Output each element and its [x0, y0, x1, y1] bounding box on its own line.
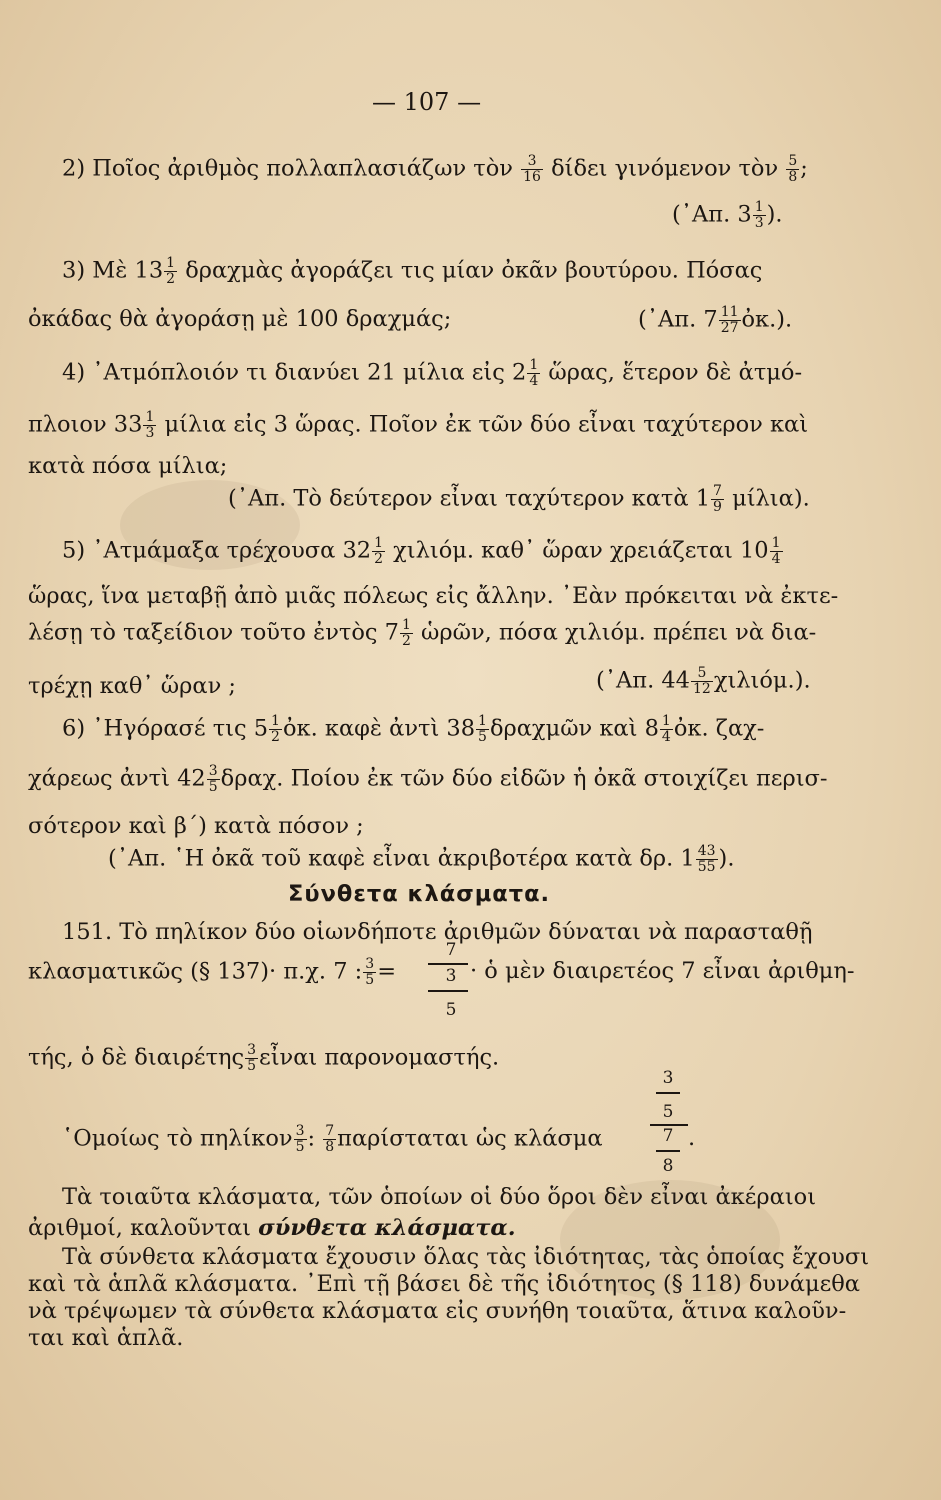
text-run: δραχμῶν καὶ 8: [489, 715, 659, 742]
fraction-numerator: 1: [166, 255, 176, 271]
fraction: [372, 536, 385, 567]
fraction-denominator: 5: [478, 729, 487, 745]
fraction-denominator: 3: [145, 425, 155, 441]
paragraph-3-line-1: Τὰ τοιαῦτα κλάσματα, τῶν ὁποίων οἱ δύο ὅροι δὲν εἶναι ἀκέραιοι: [62, 1184, 817, 1210]
fraction: [245, 1043, 258, 1074]
fraction: [660, 714, 673, 745]
fraction-denominator: 9: [713, 499, 722, 515]
text-run: (᾿Απ. 44: [596, 667, 690, 694]
fraction-denominator: 16: [523, 169, 541, 185]
paragraph-151-line-2-end: · ὁ μὲν διαιρετέος 7 εἶναι ἀριθμη-: [470, 958, 855, 984]
fraction-numerator: 3: [295, 1123, 305, 1139]
paragraph-4-line-1: Τὰ σύνθετα κλάσματα ἔχουσιν ὅλας τὰς ἰδιότητας, τὰς ὁποίας ἔχουσι: [62, 1244, 870, 1270]
compound-fraction-2-period: .: [688, 1125, 696, 1151]
paragraph-4-line-4: ται καὶ ἁπλᾶ.: [28, 1325, 184, 1351]
fraction: [294, 1124, 307, 1155]
fraction-denominator: 8: [788, 169, 798, 185]
text-run: ἀριθμοί, καλοῦνται: [28, 1215, 251, 1241]
paragraph-151-line-2: [28, 957, 396, 988]
fraction-denominator: 2: [401, 633, 411, 649]
fraction-numerator: 1: [271, 713, 280, 729]
text-run: ὀκ. ζαχ-: [673, 715, 765, 742]
text-run: 4) ᾿Ατμόπλοιόν τι διανύει 21 μίλια εἰς 2: [62, 359, 527, 386]
exercise-5-line-4: τρέχῃ καθ᾿ ὥραν ;: [28, 673, 236, 699]
text-run: (᾿Απ. Τὸ δεύτερον εἶναι ταχύτερον κατὰ 1: [228, 485, 711, 512]
exercise-6-line-2: [28, 764, 827, 795]
compound-fraction-2-bar-bottom: [656, 1150, 680, 1152]
text-run: δραχμὰς ἀγοράζει τις μίαν ὀκᾶν βουτύρου. Πόσας: [185, 257, 763, 284]
text-run: παρίσταται ὡς κλάσμα: [337, 1125, 603, 1152]
fraction-denominator: 5: [365, 972, 375, 988]
fraction-numerator: 1: [478, 713, 487, 729]
text-run: Τὸ πηλίκον δύο οἱωνδήποτε ἀριθμῶν δύναται νὰ παρασταθῇ: [119, 919, 813, 945]
exercise-6-answer: [108, 844, 734, 875]
fraction-denominator: 4: [661, 729, 671, 745]
text-run: δίδει γινόμενον τὸν: [551, 155, 779, 182]
fraction: [770, 536, 783, 567]
compound-fraction-inner-bar: [428, 990, 468, 992]
text-run: εἶναι παρονομαστής.: [259, 1044, 500, 1071]
fraction: [711, 484, 724, 515]
fraction: [269, 714, 282, 745]
text-run: (᾿Απ. 7: [638, 306, 718, 333]
fraction: [143, 410, 156, 441]
text-run: δραχ. Ποίου ἐκ τῶν δύο εἰδῶν ἡ ὀκᾶ στοιχίζει περισ-: [220, 765, 828, 792]
text-run: ὥρας, ἕτερον δὲ ἀτμό-: [548, 359, 803, 386]
compound-fraction-2-bar-top: [656, 1092, 680, 1094]
fraction: [719, 305, 741, 336]
fraction: [753, 200, 766, 231]
text-run: μίλια εἰς 3 ὥρας. Ποῖον ἐκ τῶν δύο εἶναι ταχύτερον καὶ: [164, 411, 809, 438]
text-run: ὀκ. καφὲ ἀντὶ 38: [282, 715, 476, 742]
paragraph-similarly: [62, 1124, 603, 1155]
exercise-5-line-1: [62, 536, 784, 567]
text-run: ).: [766, 201, 783, 228]
fraction-numerator: 1: [401, 617, 411, 633]
compound-fraction-2-d2: 8: [662, 1156, 674, 1176]
text-run: 2) Ποῖος ἀριθμὸς πολλαπλασιάζων τὸν: [62, 155, 513, 182]
fraction-numerator: 1: [529, 357, 539, 373]
text-run: λέσῃ τὸ ταξείδιον τοῦτο ἐντὸς 7: [28, 619, 399, 646]
compound-fraction-numerator: 7: [445, 940, 457, 960]
exercise-4-line-3: κατὰ πόσα μίλια;: [28, 453, 228, 479]
exercise-6-line-1: [62, 714, 764, 745]
text-run: μίλια).: [732, 485, 810, 512]
text-run: ).: [718, 845, 735, 872]
fraction: [696, 844, 718, 875]
fraction-denominator: 4: [771, 551, 781, 567]
paragraph-4-line-3: νὰ τρέψωμεν τὰ σύνθετα κλάσματα εἰς συνήθη τοιαῦτα, ἅτινα καλοῦν-: [28, 1298, 847, 1324]
fraction-denominator: 5: [295, 1139, 305, 1155]
exercise-4-line-1: [62, 358, 802, 389]
page-number: — 107 —: [372, 88, 482, 116]
fraction-numerator: 1: [374, 535, 384, 551]
fraction-numerator: 11: [720, 304, 739, 320]
fraction-numerator: 43: [697, 843, 716, 859]
compound-fraction-main-bar: [428, 963, 468, 965]
fraction: [363, 957, 376, 988]
text-run: πλοιον 33: [28, 411, 143, 438]
exercise-3-line-2: [28, 305, 451, 333]
fraction-denominator: 12: [693, 681, 711, 697]
compound-fraction-2-n1: 3: [662, 1068, 674, 1088]
fraction-numerator: 3: [208, 763, 218, 779]
fraction-denominator: 2: [374, 551, 384, 567]
text-run: 151.: [62, 919, 113, 945]
text-run: :: [307, 1125, 316, 1152]
text-run: (᾿Απ. 3: [672, 201, 752, 228]
fraction-numerator: 3: [247, 1042, 257, 1058]
paragraph-3-line-2: [28, 1214, 516, 1242]
compound-fraction-denominator-top: 3: [445, 966, 457, 986]
fraction-denominator: 5: [208, 779, 218, 795]
fraction-denominator: 4: [529, 373, 539, 389]
fraction-numerator: 3: [521, 154, 543, 170]
exercise-5-answer: [596, 666, 811, 697]
text-run: τής, ὁ δὲ διαιρέτης: [28, 1044, 245, 1071]
text-run: χιλιόμ.).: [713, 667, 811, 694]
fraction-denominator: 27: [720, 320, 739, 336]
fraction: [164, 256, 177, 287]
exercise-2-answer: [672, 200, 783, 231]
text-run: (᾿Απ. ῾Η ὀκᾶ τοῦ καφὲ εἶναι ἀκριβοτέρα κατὰ δρ. 1: [108, 845, 695, 872]
exercise-3-line-1: [62, 256, 762, 287]
text-run: ὡρῶν, πόσα χιλιόμ. πρέπει νὰ δια-: [421, 619, 817, 646]
fraction-numerator: 7: [713, 483, 722, 499]
text-run: 6) ᾿Ηγόρασέ τις 5: [62, 715, 269, 742]
fraction: [521, 154, 543, 185]
text-run: ῾Ομοίως τὸ πηλίκον: [62, 1125, 293, 1152]
fraction-numerator: 5: [788, 153, 798, 169]
fraction-numerator: 1: [145, 409, 155, 425]
fraction-numerator: 5: [691, 666, 713, 682]
exercise-3-answer: [638, 305, 792, 336]
emphasis-term: σύνθετα κλάσματα.: [258, 1215, 516, 1241]
fraction: [527, 358, 540, 389]
exercise-2-line-1: [62, 154, 808, 185]
text-run: χάρεως ἀντὶ 42: [28, 765, 206, 792]
fraction-numerator: 7: [325, 1123, 335, 1139]
compound-fraction-2-n2: 5: [662, 1102, 674, 1122]
compound-fraction-2-d1: 7: [662, 1126, 674, 1146]
fraction: [691, 666, 713, 697]
text-run: ὀκ.).: [741, 306, 793, 333]
fraction-numerator: 3: [365, 956, 375, 972]
text-run: κλασματικῶς (§ 137)· π.χ. 7 :: [28, 958, 363, 985]
paragraph-4-line-2: καὶ τὰ ἁπλᾶ κλάσματα. ᾿Επὶ τῇ βάσει δὲ τῆς ἰδιότητος (§ 118) δυνάμεθα: [28, 1271, 860, 1297]
exercise-5-line-3: [28, 618, 816, 649]
fraction: [207, 764, 220, 795]
fraction-numerator: 1: [661, 713, 671, 729]
fraction-denominator: 5: [247, 1058, 257, 1074]
fraction-numerator: 1: [771, 535, 781, 551]
fraction: [400, 618, 413, 649]
fraction: [476, 714, 489, 745]
text-run: =: [377, 958, 397, 985]
fraction-denominator: 3: [754, 215, 764, 231]
exercise-4-answer: [228, 484, 810, 515]
fraction: [323, 1124, 336, 1155]
fraction-denominator: 55: [697, 859, 716, 875]
fraction-denominator: 8: [325, 1139, 335, 1155]
text-run: χιλιόμ. καθ᾿ ὥραν χρειάζεται 10: [393, 537, 769, 564]
text-run: ὀκάδας θὰ ἀγοράσῃ μὲ 100 δραχμάς;: [28, 306, 452, 332]
fraction-denominator: 2: [271, 729, 280, 745]
fraction-denominator: 2: [166, 271, 176, 287]
section-title: Σύνθετα κλάσματα.: [288, 881, 551, 907]
exercise-4-line-2: [28, 410, 808, 441]
text-run: ;: [800, 155, 808, 182]
exercise-6-line-3: σότερον καὶ β´) κατὰ πόσον ;: [28, 813, 364, 839]
fraction: [786, 154, 799, 185]
text-run: 3) Μὲ 13: [62, 257, 164, 284]
text-run: 5) ᾿Ατμάμαξα τρέχουσα 32: [62, 537, 372, 564]
paragraph-151-line-3: [28, 1043, 499, 1074]
compound-fraction-denominator-bottom: 5: [445, 1000, 457, 1020]
exercise-5-line-2: ὥρας, ἵνα μεταβῇ ἀπὸ μιᾶς πόλεως εἰς ἄλλην. ᾿Εὰν πρόκειται νὰ ἐκτε-: [28, 583, 839, 609]
fraction-numerator: 1: [754, 199, 764, 215]
